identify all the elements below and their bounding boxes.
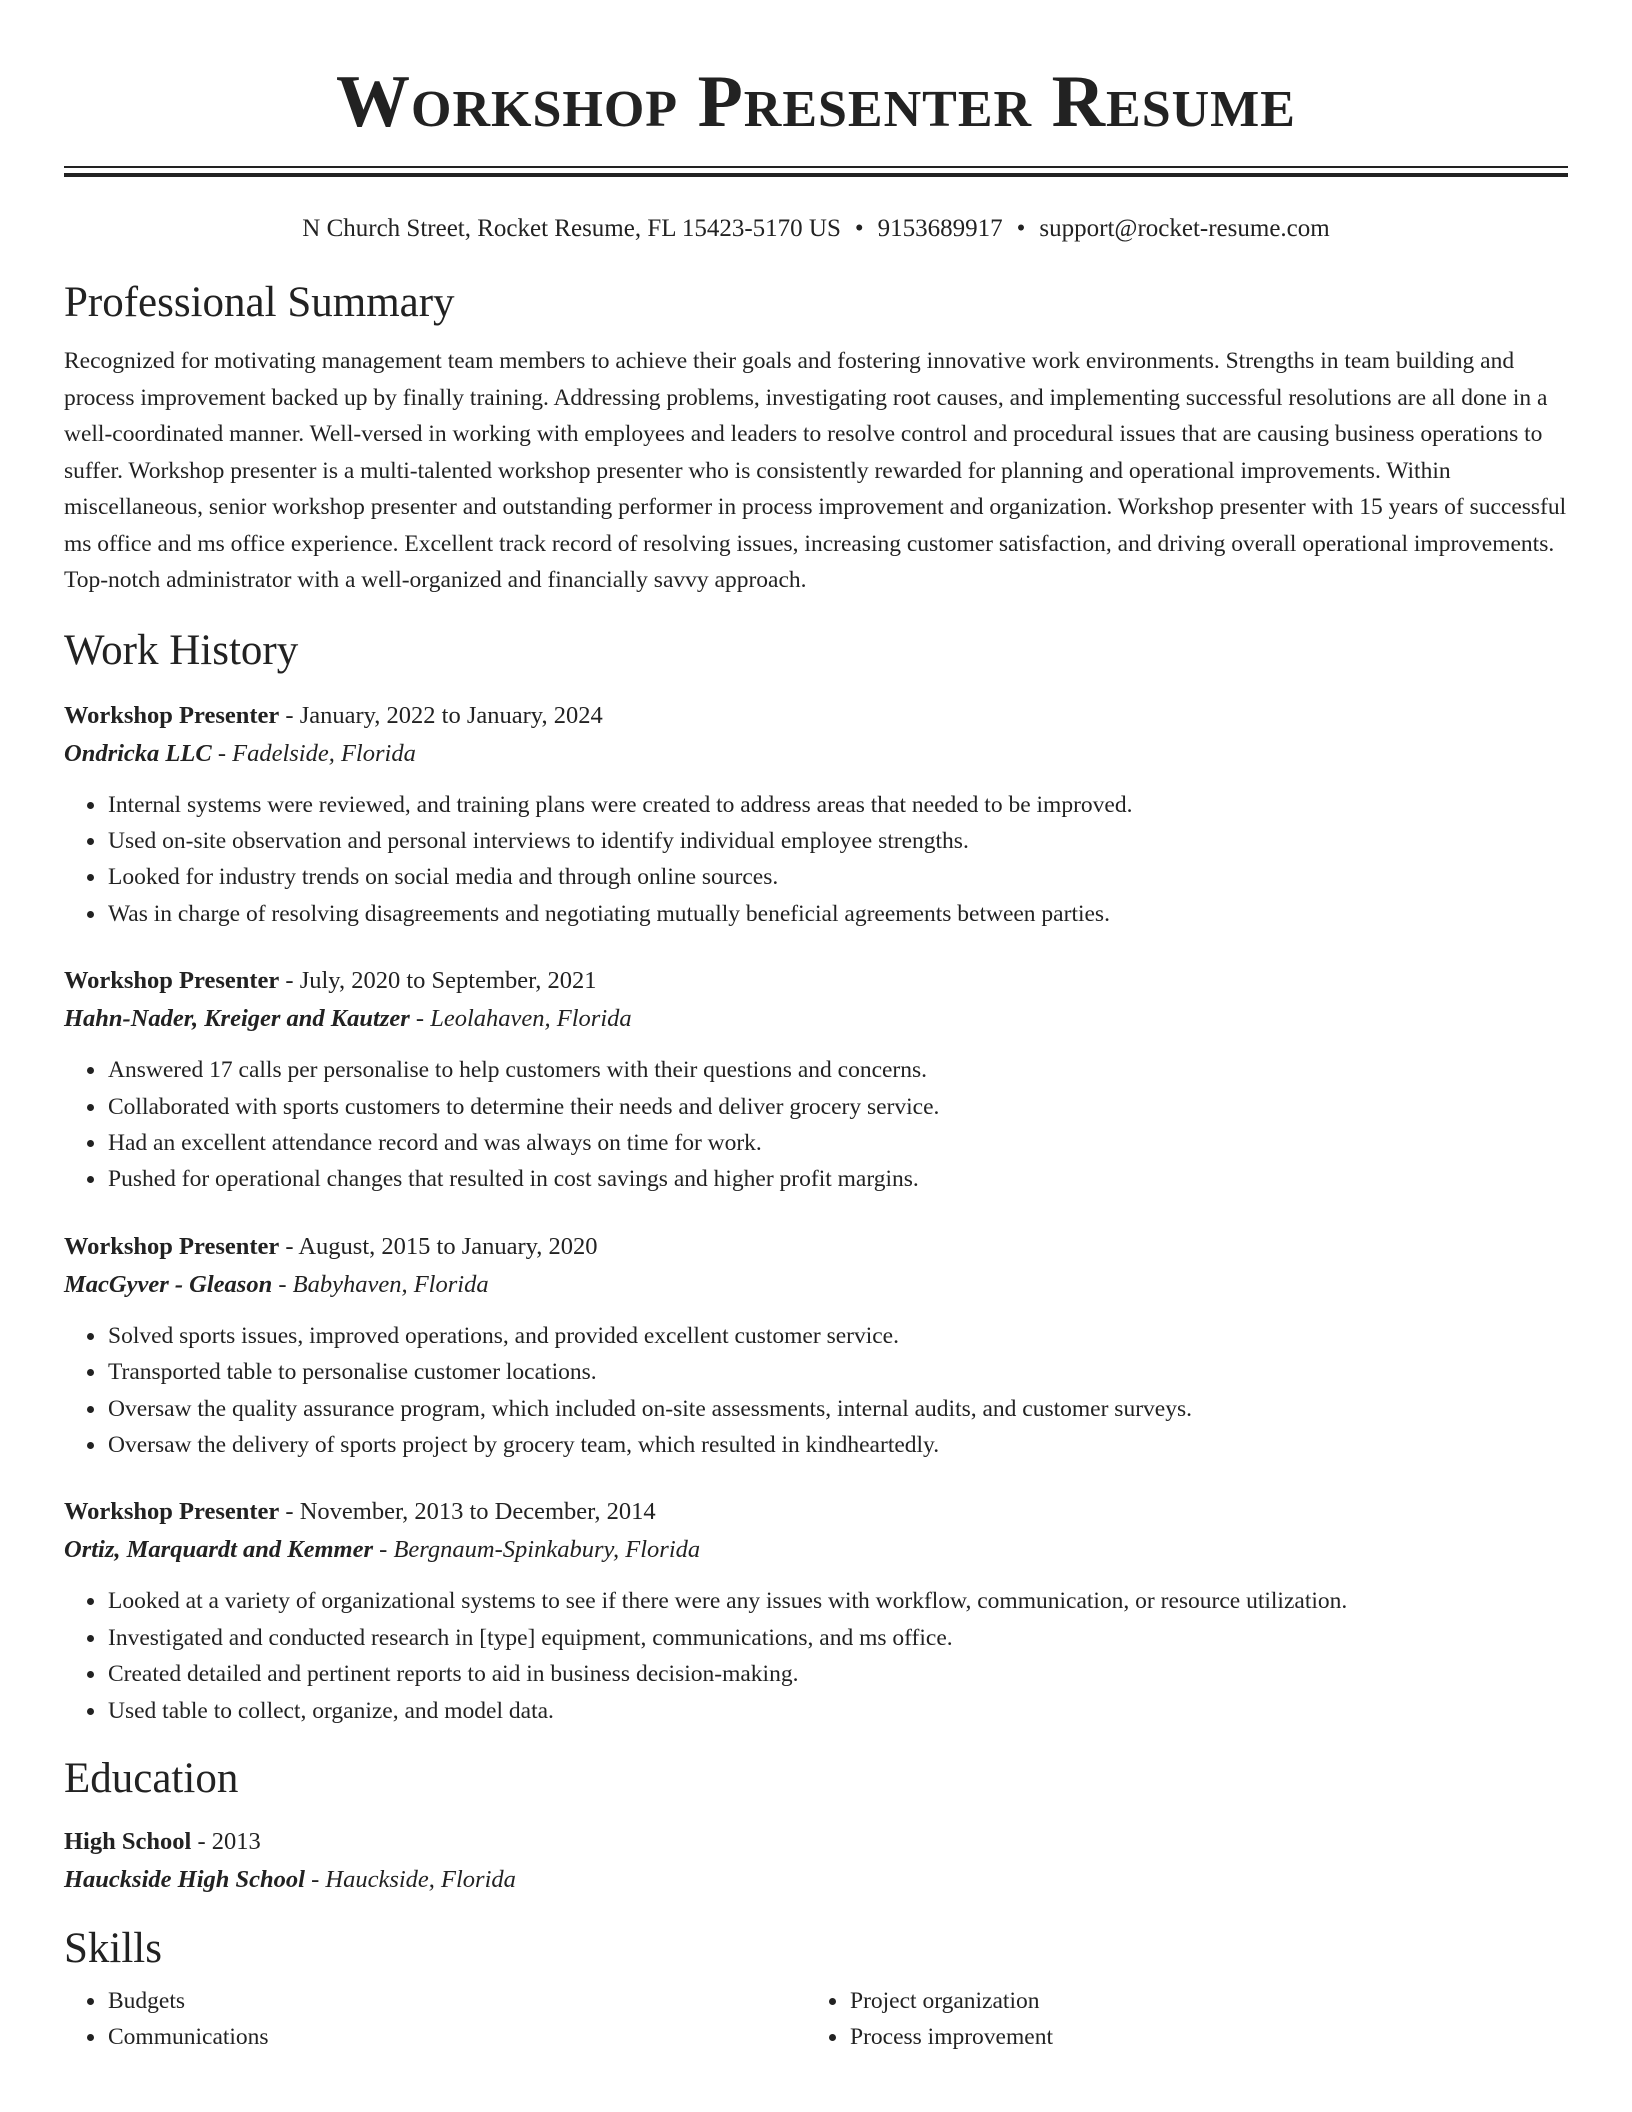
dash: -	[311, 1866, 320, 1893]
job-company: Ortiz, Marquardt and Kemmer	[64, 1536, 374, 1564]
skills-heading: Skills	[64, 1925, 162, 1972]
skill-item: • Budgets	[107, 1983, 806, 2019]
dash: -	[278, 1270, 287, 1298]
list-item: • Investigated and conducted research in [type] equipment, communications, and ms office.	[107, 1620, 1568, 1656]
job-role: Workshop Presenter	[64, 1232, 280, 1260]
education-heading: Education	[64, 1755, 239, 1802]
list-item: • Collaborated with sports customers to determine their needs and deliver grocery service.	[107, 1089, 1568, 1125]
job-company-line	[64, 1266, 1568, 1304]
contact-separator: •	[1016, 215, 1026, 242]
skill-item: • Project organization	[849, 1983, 1548, 2019]
job-dates: November, 2013 to December, 2014	[299, 1498, 656, 1526]
job-dates: August, 2015 to January, 2020	[298, 1232, 598, 1260]
job-bullets	[64, 1318, 1568, 1464]
job-title-line	[64, 962, 1568, 1000]
list-item: • Solved sports issues, improved operations, and provided excellent customer service.	[107, 1318, 1568, 1354]
job-entry	[64, 1493, 1568, 1729]
list-item: • Looked at a variety of organizational systems to see if there were any issues with workflow, communication, or resource utilization.	[107, 1583, 1568, 1619]
divider-thick	[64, 173, 1568, 177]
dash: -	[379, 1536, 388, 1564]
list-item: • Created detailed and pertinent reports to aid in business decision-making.	[107, 1656, 1568, 1692]
education-entry	[64, 1823, 1568, 1899]
skills-grid	[64, 1983, 1568, 2056]
list-item: • Transported table to personalise customer locations.	[107, 1354, 1568, 1390]
dash: -	[285, 701, 294, 729]
dash: -	[285, 967, 294, 995]
education-year: 2013	[211, 1828, 261, 1855]
job-location: Bergnaum-Spinkabury, Florida	[393, 1536, 701, 1564]
education-degree-line	[64, 1823, 1568, 1861]
job-location: Babyhaven, Florida	[292, 1270, 489, 1298]
list-item: • Answered 17 calls per personalise to help customers with their questions and concerns.	[107, 1052, 1568, 1088]
job-bullets	[64, 787, 1568, 933]
job-role: Workshop Presenter	[64, 967, 280, 995]
skill-item: • Communications	[107, 2019, 806, 2055]
job-entry	[64, 1228, 1568, 1464]
job-bullets	[64, 1583, 1568, 1729]
job-bullets	[64, 1052, 1568, 1198]
skills-column-right	[806, 1983, 1548, 2056]
job-location: Leolahaven, Florida	[430, 1005, 632, 1033]
contact-address: N Church Street, Rocket Resume, FL 15423-5170 US	[302, 215, 841, 242]
contact-phone: 9153689917	[877, 215, 1003, 242]
title-divider	[64, 166, 1568, 177]
job-entry	[64, 697, 1568, 933]
list-item: • Had an excellent attendance record and was always on time for work.	[107, 1125, 1568, 1161]
contact-line	[64, 213, 1568, 245]
work-history-heading: Work History	[64, 626, 299, 674]
list-item: • Used on-site observation and personal interviews to identify individual employee strengths.	[107, 823, 1568, 859]
summary-text: Recognized for motivating management team members to achieve their goals and fostering innovative work environments. Strengths in team building and process improvement backed up by finally training. Addressing problems, investigating root causes, and implementing successful resolutions are all done in a well-coordinated manner. Well-versed in working with employees and leaders to resolve control and procedural issues that are causing business operations to suffer. Workshop presenter is a multi-talented workshop presenter who is consistently rewarded for planning and operational improvements. Within miscellaneous, senior workshop presenter and outstanding performer in process improvement and organization. Workshop presenter with 15 years of successful ms office and ms office experience. Excellent track record of resolving issues, increasing customer satisfaction, and driving overall operational improvements. Top-notch administrator with a well-organized and financially savvy approach.	[64, 348, 1567, 593]
dash: -	[285, 1232, 294, 1260]
dash: -	[415, 1005, 425, 1033]
job-dates: January, 2022 to January, 2024	[299, 701, 603, 729]
job-title-line	[64, 697, 1568, 735]
resume-title: Workshop Presenter Resume	[336, 61, 1296, 143]
job-company: MacGyver - Gleason	[64, 1270, 273, 1298]
dash: -	[197, 1828, 206, 1855]
job-role: Workshop Presenter	[64, 1498, 280, 1526]
job-entry	[64, 962, 1568, 1198]
job-dates: July, 2020 to September, 2021	[299, 967, 597, 995]
dash: -	[285, 1498, 294, 1526]
skills-column-left	[64, 1983, 806, 2056]
job-company-line	[64, 1000, 1568, 1038]
list-item: • Pushed for operational changes that resulted in cost savings and higher profit margins.	[107, 1161, 1568, 1197]
job-title-line	[64, 1228, 1568, 1266]
education-location: Hauckside, Florida	[325, 1866, 516, 1893]
job-company-line	[64, 735, 1568, 773]
dash: -	[217, 739, 226, 767]
job-title-line	[64, 1493, 1568, 1531]
list-item: • Oversaw the delivery of sports project by grocery team, which resulted in kindheartedly.	[107, 1427, 1568, 1463]
education-school-line	[64, 1861, 1568, 1899]
job-company-line	[64, 1531, 1568, 1569]
education-school: Hauckside High School	[64, 1866, 305, 1893]
list-item: • Was in charge of resolving disagreements and negotiating mutually beneficial agreements between parties.	[107, 896, 1568, 932]
list-item: • Internal systems were reviewed, and training plans were created to address areas that needed to be improved.	[107, 787, 1568, 823]
job-company: Ondricka LLC	[64, 739, 212, 767]
list-item: • Oversaw the quality assurance program, which included on-site assessments, internal audits, and customer surveys.	[107, 1391, 1568, 1427]
skill-item: • Process improvement	[849, 2019, 1548, 2055]
job-role: Workshop Presenter	[64, 701, 280, 729]
contact-separator: •	[854, 215, 864, 242]
job-location: Fadelside, Florida	[232, 739, 416, 767]
job-company: Hahn-Nader, Kreiger and Kautzer	[64, 1005, 410, 1033]
list-item: • Looked for industry trends on social media and through online sources.	[107, 859, 1568, 895]
summary-heading: Professional Summary	[64, 279, 455, 326]
contact-email: support@rocket-resume.com	[1039, 215, 1330, 242]
divider-thin	[64, 166, 1568, 168]
list-item: • Used table to collect, organize, and model data.	[107, 1693, 1568, 1729]
education-degree: High School	[64, 1828, 192, 1855]
